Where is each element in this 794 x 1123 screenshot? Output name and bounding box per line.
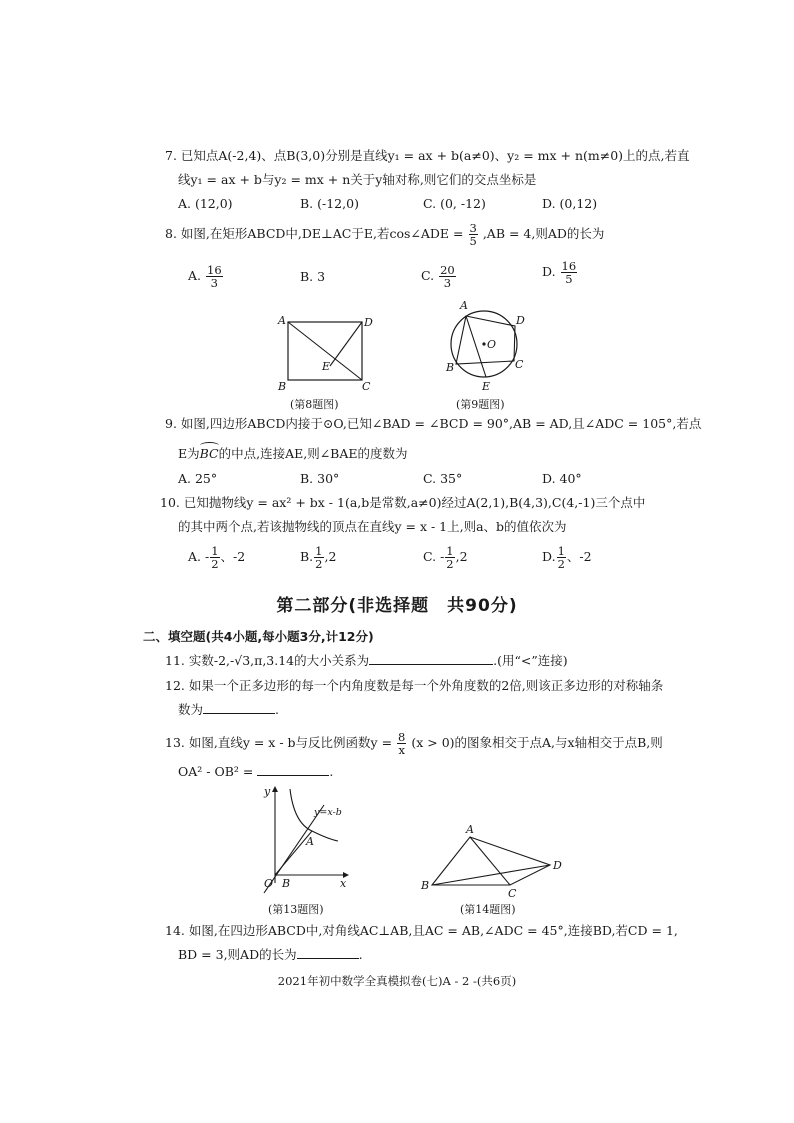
q8-cos-num: 3 [469, 221, 477, 235]
fig13-label-line: y=x-b [314, 807, 342, 818]
fig8-label-b: B [278, 380, 287, 393]
q8-cos-fraction [469, 222, 478, 247]
fig8-label-a: A [278, 314, 286, 327]
q12-line2-a: 数为 [178, 702, 204, 717]
q9-arc-label: BC [199, 446, 219, 461]
q10-option-c [423, 545, 468, 570]
q13-line2-b: . [329, 764, 334, 779]
fig9-label-c: C [515, 358, 524, 371]
q10-opt-a-num: 1 [211, 544, 219, 558]
fig14-quad-abcd [432, 837, 550, 885]
q14-line2 [178, 946, 363, 964]
q9-option-b: B. 30° [300, 471, 340, 486]
q8-opt-a-label: A. [188, 268, 202, 283]
q11-answer-blank[interactable] [369, 652, 493, 665]
fig14-caption: (第14题图) [460, 903, 516, 916]
q10-option-b [300, 545, 336, 570]
q8-opt-c-den: 3 [443, 276, 452, 290]
fig8-segment-de [330, 322, 362, 366]
q8-opt-a-frac [206, 264, 223, 289]
q10-line1: 10. 已知抛物线y = ax² + bx - 1(a,b是常数,a≠0)经过A(2,1),B(4,3),C(4,-1)三个点中 [160, 495, 646, 510]
q14-line1: 14. 如图,在四边形ABCD中,对角线AC⊥AB,且AC = AB,∠ADC = 45°,连接BD,若CD = 1, [165, 923, 678, 938]
q13-frac-den: x [398, 743, 405, 757]
fig9-center-dot [482, 342, 485, 345]
q10-opt-d-den: 2 [557, 557, 565, 571]
q10-line2: 的其中两个点,若该抛物线的顶点在直线y = x - 1上,则a、b的值依次为 [178, 519, 567, 534]
q13-frac-num: 8 [398, 730, 406, 744]
q10-opt-c-num: 1 [446, 544, 454, 558]
fig9-caption: (第9题图) [456, 398, 505, 411]
q8-option-c [421, 264, 457, 289]
q8-opt-d-label: D. [542, 264, 556, 279]
fig13-label-y: y [264, 785, 271, 798]
fig8-label-e: E [322, 360, 331, 373]
q8-opt-a-num: 16 [207, 263, 222, 277]
fig14-label-b: B [421, 879, 430, 892]
q9-arc-mark [200, 442, 219, 449]
fig13-label-o: O [264, 877, 274, 890]
fig14-label-d: D [553, 859, 562, 872]
q7-option-d: D. (0,12) [542, 196, 598, 211]
fig9-label-a: A [460, 299, 468, 312]
q9-option-d: D. 40° [542, 471, 582, 486]
q10-opt-a-label: A. - [188, 549, 210, 564]
q14-answer-blank[interactable] [297, 946, 359, 959]
fig8-label-c: C [362, 380, 371, 393]
q9-option-a: A. 25° [178, 471, 218, 486]
fig9-label-d: D [516, 314, 525, 327]
figure-13-graph [250, 783, 360, 898]
q13-fraction [397, 731, 406, 756]
q10-opt-b-den: 2 [315, 557, 323, 571]
fig8-label-d: D [364, 316, 373, 329]
fig13-y-arrow [272, 786, 278, 792]
q9-option-c: C. 35° [423, 471, 463, 486]
q10-opt-d-num: 1 [557, 544, 565, 558]
q14-line2-b: . [358, 947, 363, 962]
q13-line2 [178, 763, 333, 781]
q12-line2 [178, 701, 279, 719]
q8-opt-d-num: 16 [561, 259, 577, 273]
q9-arc-bc [200, 445, 219, 463]
fig13-label-a: A [306, 835, 314, 848]
fig14-diagonal-bd [432, 865, 550, 885]
q12-line2-b: . [275, 702, 279, 717]
q10-opt-a-den: 2 [211, 557, 219, 571]
fig14-label-c: C [508, 887, 517, 898]
q10-option-d [542, 545, 592, 570]
q10-option-a [188, 545, 245, 570]
fig13-caption: (第13题图) [268, 903, 324, 916]
q10-opt-d-label: D. [542, 549, 556, 564]
q7-option-c: C. (0, -12) [423, 196, 486, 211]
figure-14-quadrilateral [418, 823, 568, 898]
q13-line1-a: 13. 如图,直线y = x - b与反比例函数y = [165, 735, 393, 750]
fig13-label-x: x [340, 877, 347, 890]
q7-line2: 线y₁ = ax + b与y₂ = mx + n关于y轴对称,则它们的交点坐标是 [178, 172, 537, 187]
page-footer: 2021年初中数学全真模拟卷(七)A - 2 -(共6页) [277, 974, 517, 988]
q7-option-a: A. (12,0) [178, 196, 233, 211]
q14-line2-a: BD = 3,则AD的长为 [178, 947, 297, 962]
q9-line2-a: E为 [178, 446, 200, 461]
q8-opt-c-frac [439, 264, 456, 289]
q11-line [165, 652, 568, 670]
fig9-quad-abcd [456, 316, 515, 364]
q10-opt-b-num: 1 [315, 544, 323, 558]
q8-option-a [188, 264, 224, 289]
q8-stem [165, 222, 604, 247]
q10-opt-a-frac [210, 545, 219, 570]
q13-answer-blank[interactable] [257, 763, 329, 776]
q8-opt-a-den: 3 [210, 276, 218, 290]
fig9-label-e: E [482, 380, 491, 393]
q7-option-b: B. (-12,0) [300, 196, 359, 211]
q8-opt-d-frac [561, 260, 578, 285]
q9-line1: 9. 如图,四边形ABCD内接于⊙O,已知∠BAD = ∠BCD = 90°,AB = AD,且∠ADC = 105°,若点 [165, 416, 702, 431]
q7-line1: 7. 已知点A(-2,4)、点B(3,0)分别是直线y₁ = ax + b(a≠0)、y₂ = mx + n(m≠0)上的点,若直 [165, 148, 690, 163]
fig14-label-a: A [466, 823, 474, 836]
q13-line1-b: (x > 0)的图象相交于点A,与x轴相交于点B,则 [411, 735, 663, 750]
section2-heading: 二、填空题(共4小题,每小题3分,计12分) [143, 629, 374, 644]
q13-line1 [165, 731, 663, 756]
q10-opt-b-frac [314, 545, 323, 570]
fig13-label-b: B [282, 877, 291, 890]
q12-line1: 12. 如果一个正多边形的每一个内角度数是每一个外角度数的2倍,则该正多边形的对称轴条 [165, 678, 664, 693]
q10-opt-d-frac [557, 545, 566, 570]
q8-opt-c-label: C. [421, 268, 435, 283]
q11-text-b: .(用“<”连接) [493, 653, 568, 668]
part2-title: 第二部分(非选择题 共90分) [276, 596, 518, 616]
figure-9-circle [440, 296, 530, 396]
q10-opt-a-rest: 、-2 [220, 549, 246, 564]
q8-option-b: B. 3 [300, 269, 326, 284]
q13-line2-a: OA² - OB² = [178, 764, 254, 779]
q8-cos-den: 5 [469, 234, 477, 248]
q10-opt-c-frac [445, 545, 454, 570]
fig9-label-o: O [487, 338, 497, 351]
q11-text-a: 11. 实数-2,-√3,π,3.14的大小关系为 [165, 653, 370, 668]
fig9-label-b: B [446, 361, 455, 374]
q9-line2-b: 的中点,连接AE,则∠BAE的度数为 [218, 446, 408, 461]
fig9-segment-ae [466, 316, 486, 377]
q12-answer-blank[interactable] [203, 701, 275, 714]
q10-opt-d-rest: 、-2 [566, 549, 592, 564]
q8-opt-c-num: 20 [440, 263, 455, 277]
q8-option-d [542, 260, 578, 285]
q8-opt-d-den: 5 [565, 272, 573, 286]
q10-opt-b-rest: ,2 [324, 549, 337, 564]
q8-stem-a: 8. 如图,在矩形ABCD中,DE⊥AC于E,若cos∠ADE = [165, 226, 464, 241]
q10-opt-c-rest: ,2 [455, 549, 468, 564]
q9-line2 [178, 445, 408, 463]
q10-opt-c-den: 2 [446, 557, 454, 571]
q10-opt-b-label: B. [300, 549, 314, 564]
fig8-caption: (第8题图) [290, 398, 339, 411]
q8-stem-b: ,AB = 4,则AD的长为 [482, 226, 605, 241]
q10-opt-c-label: C. - [423, 549, 445, 564]
figure-8-rectangle [272, 310, 382, 395]
